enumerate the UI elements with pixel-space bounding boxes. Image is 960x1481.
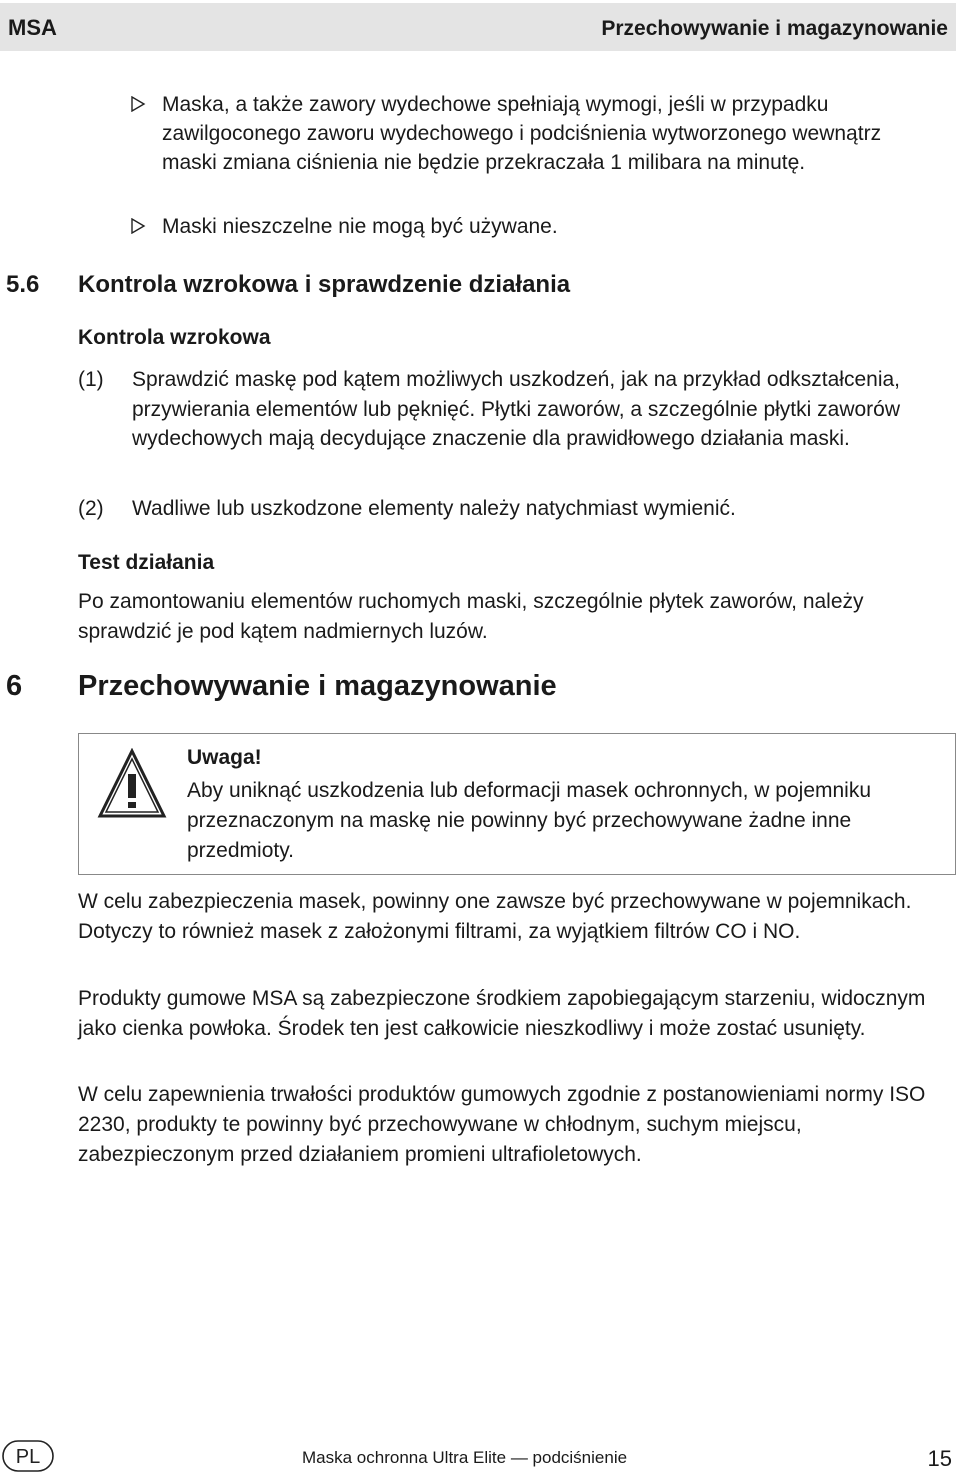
footer-title: Maska ochronna Ultra Elite — podciśnienie: [302, 1448, 628, 1467]
section-title: Kontrola wzrokowa i sprawdzenie działania: [78, 271, 571, 298]
header-brand: MSA: [8, 15, 57, 40]
warning-text: Aby uniknąć uszkodzenia lub deformacji masek ochronnych, w pojemniku przeznaczonym na maskę nie powinny być przechowywane żadne inne przedmioty.: [187, 779, 872, 862]
paragraph: W celu zabezpieczenia masek, powinny one zawsze być przechowywane w pojemnikach. Dotyczy to również masek z założonymi filtrami, za wyjątkiem filtrów CO i NO.: [78, 890, 912, 943]
bullet-text: Maska, a także zawory wydechowe spełniają wymogi, jeśli w przypadku zawilgoconego zaworu wydechowego i podciśnienia wytworzonego wewnątrz maski zmiana ciśnienia nie będzie przekraczała 1 milibara na minutę.: [162, 93, 882, 174]
bullet-text: Maski nieszczelne nie mogą być używane.: [162, 215, 558, 238]
triangle-bullet-icon: [130, 96, 146, 112]
header-section-title: Przechowywanie i magazynowanie: [601, 17, 948, 40]
paragraph: W celu zapewnienia trwałości produktów gumowych zgodnie z postanowieniami normy ISO 2230, produkty te powinny być przechowywane w chłodnym, suchym miejscu, zabezpieczonym przed działaniem promieni ultrafioletowych.: [78, 1083, 926, 1166]
page-number: 15: [927, 1446, 952, 1471]
warning-box: [78, 733, 956, 875]
item-number: (2): [78, 497, 104, 520]
paragraph: Produkty gumowe MSA są zabezpieczone środkiem zapobiegającym starzeniu, widocznym jako cienka powłoka. Środek ten jest całkowicie nieszkodliwy i może zostać usunięty.: [78, 987, 926, 1040]
item-text: Sprawdzić maskę pod kątem możliwych uszkodzeń, jak na przykład odkształcenia, przywierania elementów lub pęknięć. Płytki zaworów, a szczególnie płytki zaworów wydechowych mają decydujące znaczenie dla prawidłowego działania maski.: [132, 368, 901, 450]
language-badge: [2, 1440, 54, 1472]
subheading-test: Test działania: [78, 551, 215, 574]
bullet-item: [130, 212, 930, 241]
test-paragraph: Po zamontowaniu elementów ruchomych maski, szczególnie płytek zaworów, należy sprawdzić je pod kątem nadmiernych luzów.: [78, 590, 864, 643]
warning-title: Uwaga!: [187, 746, 262, 769]
item-text: Wadliwe lub uszkodzone elementy należy natychmiast wymienić.: [132, 497, 736, 520]
numbered-item: [78, 365, 938, 454]
section-number: 5.6: [6, 271, 40, 298]
chapter-title: Przechowywanie i magazynowanie: [78, 670, 557, 702]
chapter-number: 6: [6, 670, 23, 702]
subheading-visual: Kontrola wzrokowa: [78, 326, 271, 349]
triangle-bullet-icon: [130, 218, 146, 234]
page-header: [0, 3, 956, 51]
bullet-item: [130, 90, 930, 177]
item-number: (1): [78, 368, 104, 391]
warning-triangle-icon: [97, 748, 167, 820]
language-label: PL: [15, 1446, 41, 1468]
numbered-item: [78, 494, 938, 524]
